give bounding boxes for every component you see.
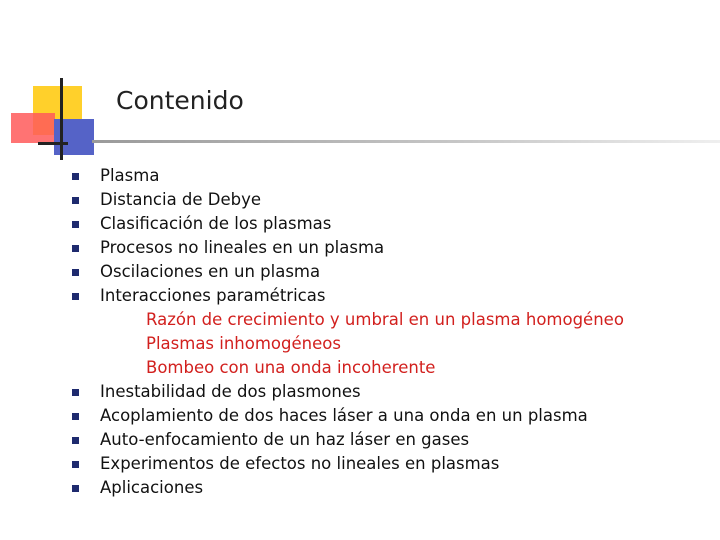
list-item — [70, 476, 710, 500]
title-rule — [92, 140, 720, 143]
decor-red-square — [11, 113, 55, 143]
list-item-text: Auto-enfocamiento de un haz láser en gases — [100, 430, 470, 449]
list-item-text: Plasma — [100, 166, 160, 185]
square-bullet-icon — [72, 221, 79, 228]
sub-item-text: Razón de crecimiento y umbral en un plasma homogéneo — [146, 310, 624, 329]
list-item — [70, 380, 710, 404]
square-bullet-icon — [72, 293, 79, 300]
decor-vertical-line — [60, 78, 63, 160]
list-item-text: Distancia de Debye — [100, 190, 262, 209]
list-item — [70, 452, 710, 476]
square-bullet-icon — [72, 437, 79, 444]
decor-horizontal-line — [38, 142, 68, 145]
content-list — [70, 164, 710, 500]
list-item — [70, 188, 710, 212]
sub-item-text: Plasmas inhomogéneos — [146, 334, 341, 353]
square-bullet-icon — [72, 485, 79, 492]
list-item — [70, 236, 710, 260]
list-item-text: Inestabilidad de dos plasmones — [100, 382, 361, 401]
list-item — [70, 260, 710, 284]
list-item-text: Clasificación de los plasmas — [100, 214, 332, 233]
list-item-text: Experimentos de efectos no lineales en plasmas — [100, 454, 500, 473]
slide-title: Contenido — [116, 86, 244, 115]
list-item-text: Interacciones paramétricas — [100, 286, 326, 305]
list-item — [70, 404, 710, 428]
list-item-text: Acoplamiento de dos haces láser a una onda en un plasma — [100, 406, 588, 425]
sub-list-item — [70, 356, 710, 380]
square-bullet-icon — [72, 269, 79, 276]
list-item — [70, 164, 710, 188]
sub-item-text: Bombeo con una onda incoherente — [146, 358, 436, 377]
list-item — [70, 284, 710, 308]
square-bullet-icon — [72, 413, 79, 420]
list-item — [70, 428, 710, 452]
sub-list-item — [70, 332, 710, 356]
list-item-text: Procesos no lineales en un plasma — [100, 238, 385, 257]
list-item — [70, 212, 710, 236]
square-bullet-icon — [72, 173, 79, 180]
sub-list-item — [70, 308, 710, 332]
square-bullet-icon — [72, 197, 79, 204]
square-bullet-icon — [72, 245, 79, 252]
square-bullet-icon — [72, 389, 79, 396]
list-item-text: Oscilaciones en un plasma — [100, 262, 321, 281]
square-bullet-icon — [72, 461, 79, 468]
list-item-text: Aplicaciones — [100, 478, 204, 497]
